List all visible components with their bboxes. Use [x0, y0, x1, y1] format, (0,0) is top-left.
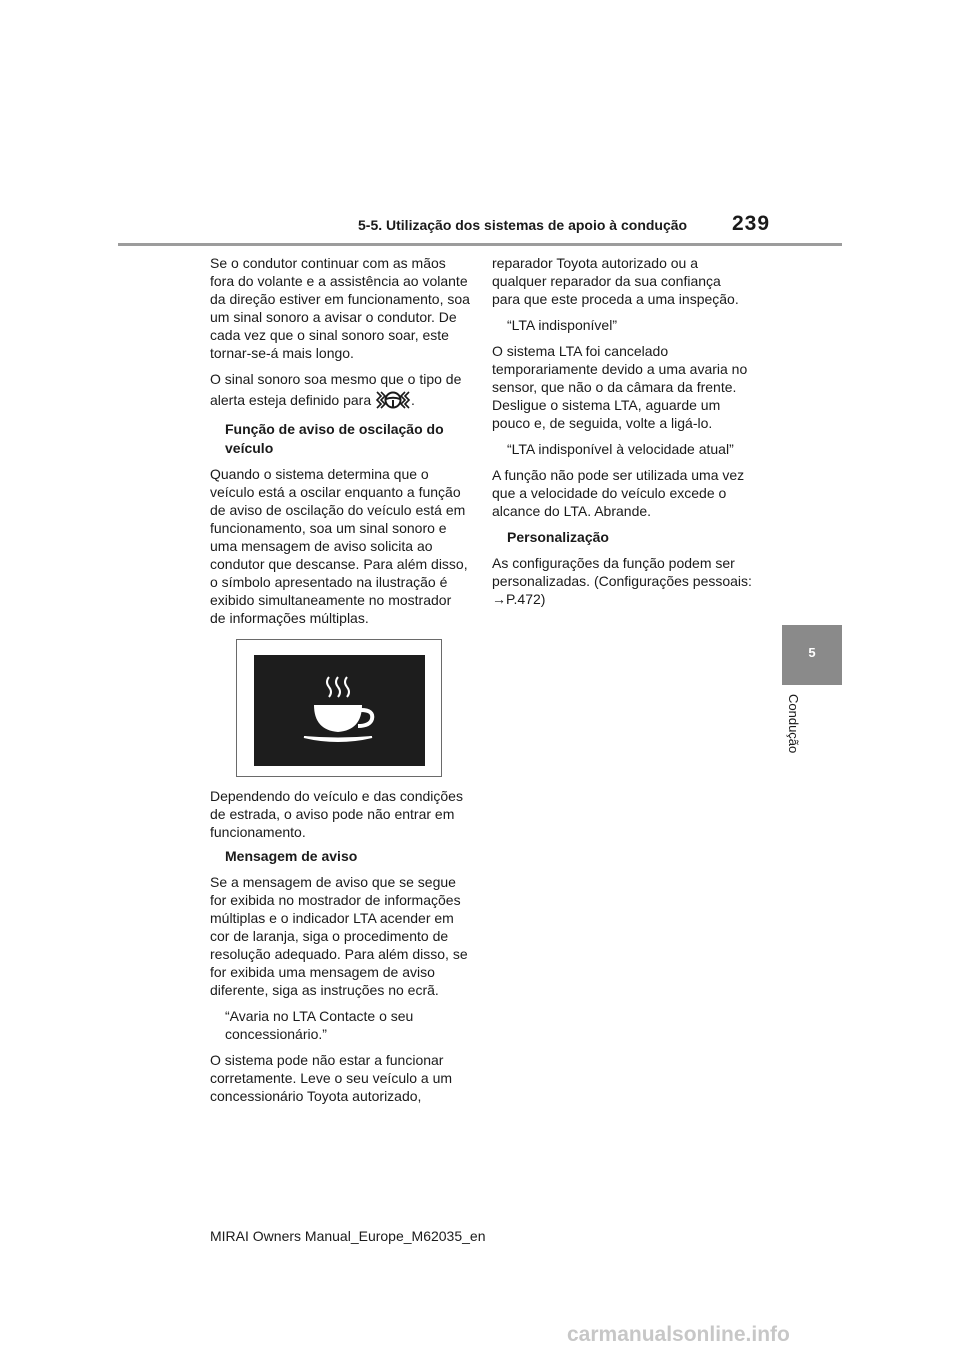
illustration-frame: [236, 639, 442, 777]
warning-message-quote: “LTA indisponível à velocidade atual”: [507, 441, 734, 457]
subheading: Função de aviso de oscilação do veículo: [225, 421, 444, 456]
paragraph: As configurações da função podem ser personalizadas. (Configurações pessoais: →P.472): [492, 555, 752, 607]
footer-text: MIRAI Owners Manual_Europe_M62035_en: [210, 1228, 486, 1244]
paragraph-with-icon: [210, 370, 470, 412]
paragraph: Dependendo do veículo e das condições de estrada, o aviso pode não entrar em funcionamento.: [210, 788, 463, 840]
paragraph-text: O sinal sonoro soa mesmo que o tipo de alerta esteja definido para: [210, 371, 462, 408]
steering-wheel-vibration-icon: [375, 388, 411, 412]
watermark: carmanualsonline.info: [567, 1323, 790, 1346]
paragraph: O sistema pode não estar a funcionar corretamente. Leve o seu veículo a um concessionário Toyota autorizado,: [210, 1052, 453, 1104]
paragraph: reparador Toyota autorizado ou a qualquer reparador da sua confiança para que este proceda a uma inspeção.: [492, 255, 739, 307]
paragraph: A função não pode ser utilizada uma vez que a velocidade do veículo excede o alcance do LTA. Abrande.: [492, 467, 745, 519]
paragraph-text-end: .: [411, 392, 415, 408]
header-divider: [118, 243, 842, 246]
coffee-cup-icon: [254, 655, 425, 766]
section-title: 5-5. Utilização dos sistemas de apoio à condução: [358, 217, 688, 233]
subheading: Personalização: [507, 529, 609, 545]
chapter-number: 5: [808, 645, 816, 660]
right-column: [492, 254, 752, 616]
chapter-tab: [782, 625, 842, 685]
chapter-title: Condução: [786, 694, 801, 754]
warning-message-quote: “LTA indisponível”: [507, 317, 617, 333]
warning-message-quote: “Avaria no LTA Contacte o seu concessionário.”: [225, 1008, 414, 1042]
subheading: Mensagem de aviso: [225, 848, 358, 864]
display-screen: [254, 655, 425, 766]
paragraph: Quando o sistema determina que o veículo está a oscilar enquanto a função de aviso de oscilação do veículo está em funcionamento, soa um sinal sonoro e uma mensagem de aviso solicita ao condutor que descanse. Para além disso, o símbolo apresentado na ilustração é exibido simultaneamente no mostrador de informações múltiplas.: [210, 466, 468, 626]
left-column: [210, 254, 470, 1113]
paragraph: Se a mensagem de aviso que se segue for exibida no mostrador de informações múltiplas e o indicador LTA acender em cor de laranja, siga o procedimento de resolução adequado. Para além disso, se for exibida uma mensagem de aviso diferente, siga as instruções no ecrã.: [210, 874, 468, 998]
page-number: 239: [732, 212, 771, 235]
paragraph: O sistema LTA foi cancelado temporariamente devido a uma avaria no sensor, que não o da câmara da frente. Desligue o sistema LTA, aguarde um pouco e, de seguida, volte a ligá-lo.: [492, 343, 748, 431]
paragraph: Se o condutor continuar com as mãos fora do volante e a assistência ao volante da direção estiver em funcionamento, soa um sinal sonoro a avisar o condutor. De cada vez que o sinal sonoro soar, este tornar-se-á mais longo.: [210, 255, 470, 361]
